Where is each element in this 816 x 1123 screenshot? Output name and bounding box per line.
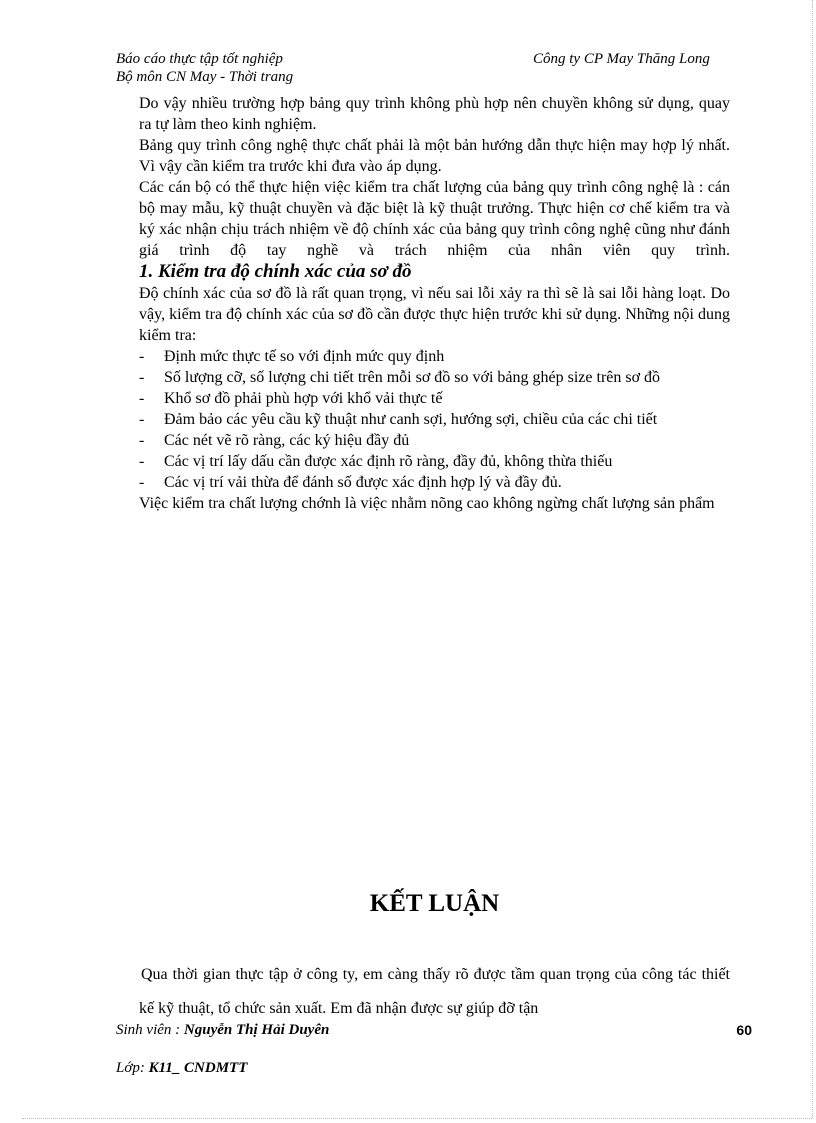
footer-class-label: Lớp: xyxy=(116,1060,149,1076)
conclusion-title: KẾT LUẬN xyxy=(369,890,500,917)
section-closing: Việc kiểm tra chất lượng chớnh là việc nhằm nõng cao không ngừng chất lượng sản phẩm xyxy=(139,495,715,512)
section-heading: 1. Kiểm tra độ chính xác của sơ đồ xyxy=(139,261,412,282)
bullet-marker: - xyxy=(139,453,145,470)
paragraph: Do vậy nhiều trường hợp bảng quy trình không phù hợp nên chuyền không sử dụng, quay ra tự làm theo kinh nghiệm. xyxy=(139,95,730,133)
bullet-marker: - xyxy=(139,348,145,365)
list-item xyxy=(139,388,730,409)
list-item-text: Các vị trí vải thừa để đánh số được xác định hợp lý và đầy đủ. xyxy=(164,474,562,491)
page-border-right xyxy=(812,0,813,1118)
footer-student-label: Sinh viên : xyxy=(116,1022,184,1038)
main-content xyxy=(139,93,730,514)
footer-student xyxy=(116,1021,329,1039)
bullet-marker: - xyxy=(139,369,145,386)
list-item xyxy=(139,472,730,493)
conclusion-body: Qua thời gian thực tập ở công ty, em càng thấy rõ được tầm quan trọng của công tác thiết kế kỹ thuật, tổ chức sản xuất. Em đã nhận được sự giúp đỡ tận xyxy=(139,966,730,1017)
bullet-marker: - xyxy=(139,411,145,428)
list-item-text: Đảm bảo các yêu cầu kỹ thuật như canh sợi, hướng sợi, chiều của các chi tiết xyxy=(164,411,658,428)
paragraph: Các cán bộ có thể thực hiện việc kiểm tra chất lượng của bảng quy trình công nghệ là : cán bộ may mẫu, kỹ thuật chuyền và đặc biệt là kỹ thuật trưởng. Thực hiện cơ chế kiểm tra và ký xác nhận chịu trách nhiệm về độ chính xác của bảng quy trình công nghệ cũng như đánh giá trình độ tay nghề và trách nhiệm của nhân viên quy trình. xyxy=(139,179,730,259)
list-item-text: Khổ sơ đồ phải phù hợp với khổ vải thực tế xyxy=(164,390,443,407)
bullet-marker: - xyxy=(139,390,145,407)
list-item-text: Định mức thực tế so với định mức quy định xyxy=(164,348,445,365)
header-company-name: Công ty CP May Thăng Long xyxy=(533,51,710,67)
footer-student-name: Nguyễn Thị Hải Duyên xyxy=(183,1022,330,1038)
header-department: Bộ môn CN May - Thời trang xyxy=(116,69,294,85)
bullet-marker: - xyxy=(139,474,145,491)
footer-class-value: K11_ CNDMTT xyxy=(148,1060,248,1076)
section-intro: Độ chính xác của sơ đồ là rất quan trọng, vì nếu sai lỗi xảy ra thì sẽ là sai lỗi hàng loạt. Do vậy, kiểm tra độ chính xác của sơ đồ cần được thực hiện trước khi sử dụng. Những nội dung kiểm tra: xyxy=(139,285,730,344)
list-item xyxy=(139,451,730,472)
checklist xyxy=(139,346,730,493)
list-item-text: Các nét vẽ rõ ràng, các ký hiệu đầy đủ xyxy=(164,432,410,449)
page-number: 60 xyxy=(736,1022,752,1038)
list-item xyxy=(139,430,730,451)
list-item xyxy=(139,346,730,367)
list-item-text: Các vị trí lấy dấu cần được xác định rõ ràng, đầy đủ, không thừa thiếu xyxy=(164,453,613,470)
page-border-bottom xyxy=(22,1118,812,1119)
paragraph: Bảng quy trình công nghệ thực chất phải là một bản hướng dẫn thực hiện may hợp lý nhất. Vì vậy cần kiểm tra trước khi đưa vào áp dụng. xyxy=(139,137,730,175)
list-item xyxy=(139,367,730,388)
list-item-text: Số lượng cỡ, số lượng chi tiết trên mỗi sơ đồ so với bảng ghép size trên sơ đồ xyxy=(164,369,661,386)
footer-class xyxy=(116,1059,247,1077)
bullet-marker: - xyxy=(139,432,145,449)
list-item xyxy=(139,409,730,430)
header-report-title: Báo cáo thực tập tốt nghiệp xyxy=(116,51,283,67)
